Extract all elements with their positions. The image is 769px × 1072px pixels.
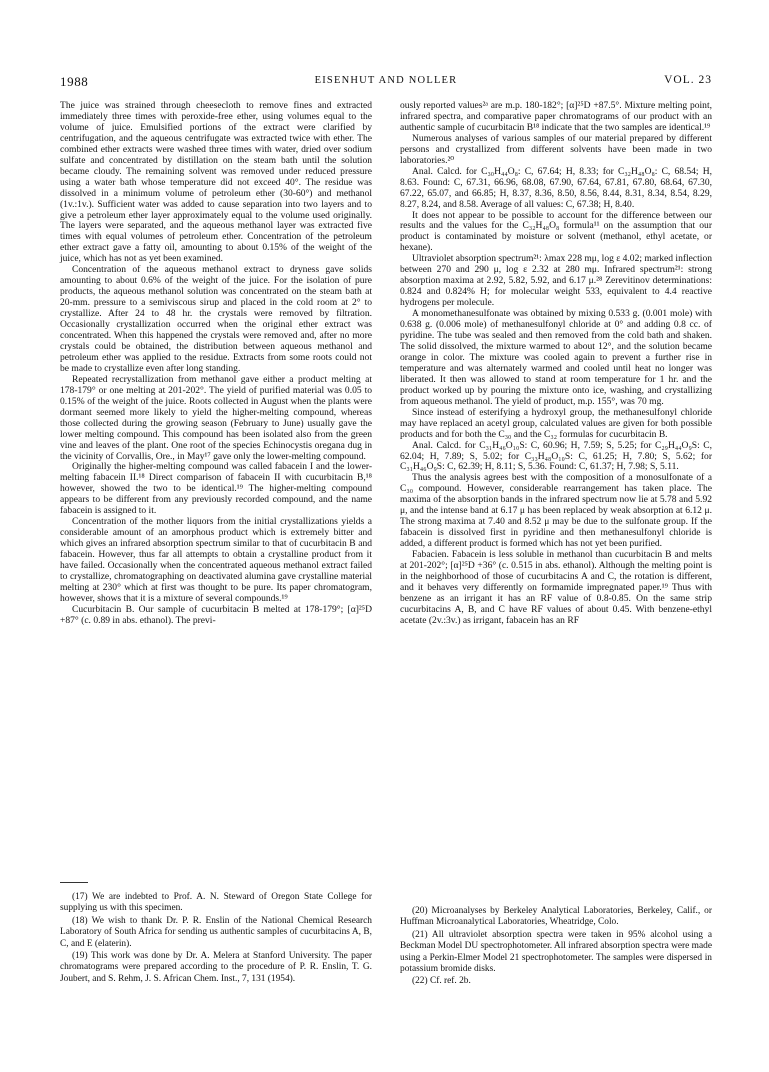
page-number: 1988 [60,74,89,89]
paragraph: Since instead of esterifying a hydroxyl group, the methanesulfonyl chloride may have replaced an acetyl group, calculated values are given for both possible products and for both the C₃₀ and the C₃₂ formulas for cucurbitacin B. [400,406,712,440]
paragraph: The juice was strained through cheesecloth to remove fines and extracted immediately three times with peroxide-free ether, using volumes equal to the volume of juice. Emulsified portions of the extract were clarified by centrifugation, and the aqueous centrifugate was extracted twice with ether. The combined ether extracts were washed three times with water, dried over sodium sulfate and concentrated by distillation on the steam bath until the solution became cloudy. The remaining solvent was removed under reduced pressure using a water bath whose temperature did not exceed 40°. The residue was dissolved in a minimum volume of petroleum ether (30-60°) and methanol (1v.:1v.). Sufficient water was added to cause separation into two layers and to give a petroleum ether layer approximately equal to the volume used originally. The layers were separated, and the aqueous methanol layer was extracted five times with equal volumes of petroleum ether. Concentration of the petroleum ether extract gave a fatty oil, amounting to about 0.15% of the weight of the juice, which has not as yet been examined. [60,100,372,265]
footnotes-right [400,906,712,989]
footnote: (21) All ultraviolet absorption spectra were taken in 95% alcohol using a Beckman Model DU spectrophotometer. All infrared absorption spectra were made using a Perkin-Elmer Model 21 spectrophotometer. The samples were dispersed in potassium bromide disks. [400,929,712,975]
footnotes-left [60,892,372,986]
paragraph: Anal. Calcd. for C₃₀H₄₄O₈: C, 67.64; H, 8.33; for C₃₂H₄₈O₈: C, 68.54; H, 8.63. Found: C, 67.31, 66.96, 68.08, 67.90, 67.64, 67.81, 67.80, 68.64, 67.30, 67.22, 65.07, and 66.85; H, 8.37, 8.36, 8.50, 8.56, 8.44, 8.31, 8.34, 8.54, 8.29, 8.27, 8.24, and 8.58. Average of all values: C, 67.38; H, 8.40. [400,165,712,210]
footnote-rule [60,882,88,883]
paragraph: Ultraviolet absorption spectrum²¹: λmax 228 mμ, log ε 4.02; marked inflection between 270 and 290 μ, log ε 2.32 at 280 mμ. Infrared spectrum²¹: strong absorption maxima at 2.92, 5.82, 5.92, and 6.17 μ.²⁸ Zerevitinov determinations: 0.824 and 0.824% H; for molecular weight 533, equivalent to 4.4 reactive hydrogens per molecule. [400,253,712,309]
paragraph: Cucurbitacin B. Our sample of cucurbitacin B melted at 178-179°; [α]²⁵D +87° (c. 0.89 in abs. ethanol). The previ- [60,603,372,626]
footnote: (18) We wish to thank Dr. P. R. Enslin of the National Chemical Research Laboratory of South Africa for sending us authentic samples of cucurbitacins A, B, C, and E (elaterin). [60,915,372,949]
footnote: (19) This work was done by Dr. A. Melera at Stanford University. The paper chromatograms were prepared according to the procedure of P. R. Enslin, T. G. Joubert, and S. Rehm, J. S. African Chem. Inst., 7, 131 (1954). [60,951,372,984]
paragraph: Repeated recrystallization from methanol gave either a product melting at 178-179° or one melting at 201-202°. The yield of purified material was 0.05 to 0.15% of the weight of the juice. Roots collected in August when the plants were dormant seemed more likely to yield the higher-melting compound, whereas those collected during the growing season (February to June) usually gave the lower melting compound. This compound has been isolated also from the green vine and leaves of the plant. One root of the species Echinocystis oregana dug in the vicinity of Corvallis, Ore., in May¹⁷ gave only the lower-melting compound. [60,373,372,462]
paragraph: Originally the higher-melting compound was called fabacein I and the lower-melting fabacein II.¹⁸ Direct comparison of fabacein II with cucurbitacin B,¹⁸ however, showed the two to be identical.¹⁹ The higher-melting compound appears to be different from any previously recorded compound, and the name fabacein is assigned to it. [60,461,372,517]
paragraph: ously reported values²ᵃ are m.p. 180-182°; [α]²⁵D +87.5°. Mixture melting point, infrared spectra, and comparative paper chromatograms of our product with an authentic sample of cucurbitacin B¹⁸ indicate that the two samples are identical.¹⁹ [400,100,712,133]
page-header [60,74,712,90]
paragraph: Concentration of the aqueous methanol extract to dryness gave solids amounting to about 0.6% of the weight of the juice. For the isolation of pure products, the aqueous methanol solution was concentrated on the steam bath at 20-mm. pressure to a semiviscous sirup and placed in the cold room at 2° to crystallize. After 24 to 48 hr. the crystals were removed by filtration. Occasionally crystallization occurred when the original ether extract was concentrated. When this happened the crystals were removed and, after no more crystals could be obtained, the distribution between aqueous methanol and petroleum ether was applied to the residue. Extracts from some roots could not be made to crystallize even after long standing. [60,264,372,374]
right-column [400,101,712,627]
footnote: (22) Cf. ref. 2b. [412,976,471,987]
left-column [60,101,372,627]
paragraph: Anal. Calcd. for C₃₁H₄₆O₁₀S: C, 60.96; H, 7.59; S, 5.25; for C₂₉H₄₄O₉S: C, 62.04; H, 7.89; S, 5.02; for C₃₃H₄₈O₁₀S: C, 61.25; H, 7.80; S, 5.62; for C₃₁H₄₆O₉S: C, 62.39; H, 8.11; S, 5.36. Found: C, 61.37; H, 7.98; S, 5.11. [400,439,712,473]
footnote: (20) Microanalyses by Berkeley Analytical Laboratories, Berkeley, Calif., or Huffman Microanalytical Laboratories, Wheatridge, Colo. [400,906,712,928]
footnote: (17) We are indebted to Prof. A. N. Steward of Oregon State College for supplying us with this specimen. [60,892,372,914]
paragraph: It does not appear to be possible to account for the difference between our results and the values for the C₃₂H₄₈O₈ formula¹¹ on the assumption that our product is contaminated by moisture or solvent (methanol, ethyl acetate, or hexane). [400,209,712,254]
paragraph: Numerous analyses of various samples of our material prepared by different persons and crystallized from different solvents have been made in two laboratories.²⁰ [400,132,712,166]
paragraph: Fabacien. Fabacein is less soluble in methanol than cucurbitacin B and melts at 201-202°; [α]²⁵D +36° (c. 0.515 in abs. ethanol). Although the melting point is in the neighborhood of those of cucurbitacins A and C, the rotation is different, and it behaves very differently on formamide impregnated paper.¹⁹ Thus with benzene as an irrigant it has an RF value of 0.8-0.85. On the same strip cucurbitacins A, B, and C have RF values of about 0.45. With benzene-ethyl acetate (2v.:3v.) as irrigant, fabacein has an RF [400,549,712,626]
running-head-authors: EISENHUT AND NOLLER [314,75,458,86]
paragraph: Thus the analysis agrees best with the composition of a monosulfonate of a C₃₀ compound. However, considerable rearrangement has taken place. The maxima of the absorption bands in the infrared spectrum now lie at 5.78 and 5.92 μ, and the intense band at 6.17 μ has been replaced by weak absorption at 6.12 μ. The strong maxima at 7.40 and 8.52 μ may be due to the sulfonate group. If the fabacein is dissolved first in pyridine and then methanesulfonyl chloride is added, a different product is formed which has not yet been purified. [400,472,712,550]
volume-label: VOL. 23 [664,74,712,86]
paragraph: Concentration of the mother liquors from the initial crystallizations yields a considerable amount of an amorphous product which is extremely bitter and which gives an infrared absorption spectrum similar to that of cucurbitacin B and fabacein. However, thus far all attempts to obtain a crystalline product from it have failed. Occasionally when the concentrated aqueous methanol extract failed to crystallize, chromatographing on deactivated alumina gave crystalline material melting at 230° which at first was thought to be pure. Its paper chromatogram, however, shows that it is a mixture of several compounds.¹⁹ [60,516,372,604]
paragraph: A monomethanesulfonate was obtained by mixing 0.533 g. (0.001 mole) with 0.638 g. (0.006 mole) of methanesulfonyl chloride at 0° and adding 0.8 cc. of pyridine. The tube was sealed and then removed from the cold bath and shaken. The solid dissolved, the mixture warmed to about 12°, and the solution became orange in color. The mixture was cooled again to prevent a further rise in temperature and was alternately warmed and cooled until heat no longer was liberated. It then was allowed to stand at room temperature for 1 hr. and the product worked up by pouring the mixture onto ice, washing, and crystallizing from aqueous methanol. The yield of product, m.p. 155°, was 70 mg. [400,308,712,407]
